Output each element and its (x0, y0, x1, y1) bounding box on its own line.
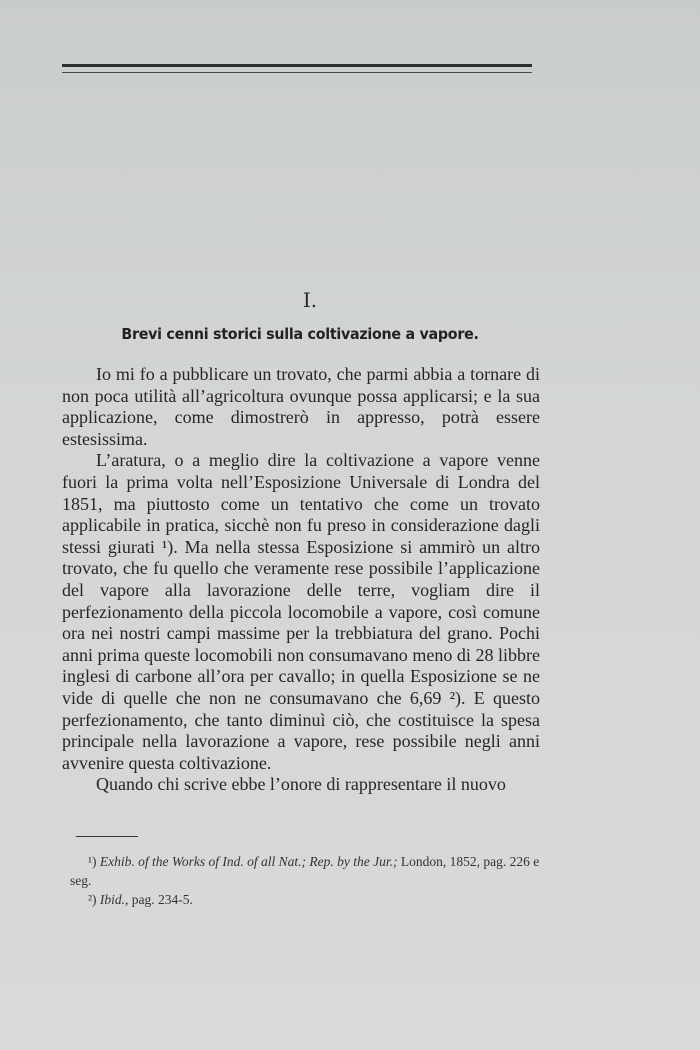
footnote-citation: Exhib. of the Works of Ind. of all Nat.; Rep. by the Jur.; (99, 854, 398, 869)
paragraph: L’aratura, o a meglio dire la coltivazione a vapore venne fuori la prima volta nell’Esposizione Universale di Londra del 1851, ma piuttosto come un tentativo che come un trovato applicabile in pratica, sicchè non fu preso in considerazione dagli stessi giurati ¹). Ma nella stessa Esposizione si ammirò un altro trovato, che fu quello che veramente rese possibile l’applicazione del vapore alla lavorazione delle terre, vogliam dire il perfezionamento della piccola locomobile a vapore, così comune ora nei nostri campi massime per la trebbiatura del grano. Pochi anni prima queste locomobili non consumavano meno di 28 libbre inglesi di carbone all’ora per cavallo; in quella Esposizione se ne vide di quelle che non ne consumavano che 6,69 ²). E questo perfezionamento, che tanto diminuì ciò, che costituisce la spesa principale nella lavorazione a vapore, rese possibile negli anni avvenire questa coltivazione. (62, 450, 540, 773)
footnote-detail: London, 1852, pag. 226 e seg. (70, 854, 540, 888)
footnote-citation: Ibid., (99, 892, 129, 907)
footnotes (70, 852, 552, 909)
header-rule-thick (62, 64, 532, 67)
footnote-mark: ²) (88, 892, 97, 907)
footnote (70, 852, 552, 890)
footnote (70, 890, 552, 909)
body-text (62, 364, 540, 796)
header-rule-thin (62, 72, 532, 73)
footnote-mark: ¹) (88, 854, 97, 869)
footnote-separator (76, 836, 138, 837)
paragraph: Io mi fo a pubblicare un trovato, che parmi abbia a tornare di non poca utilità all’agricoltura ovunque possa applicarsi; e la sua applicazione, come dimostrerò in appresso, potrà essere estesissima. (62, 364, 540, 449)
chapter-number: I. (302, 288, 318, 312)
footnote-detail: pag. 234-5. (131, 892, 193, 907)
paragraph: Quando chi scrive ebbe l’onore di rappresentare il nuovo (96, 774, 506, 795)
chapter-title: Brevi cenni storici sulla coltivazione a vapore. (121, 325, 479, 343)
